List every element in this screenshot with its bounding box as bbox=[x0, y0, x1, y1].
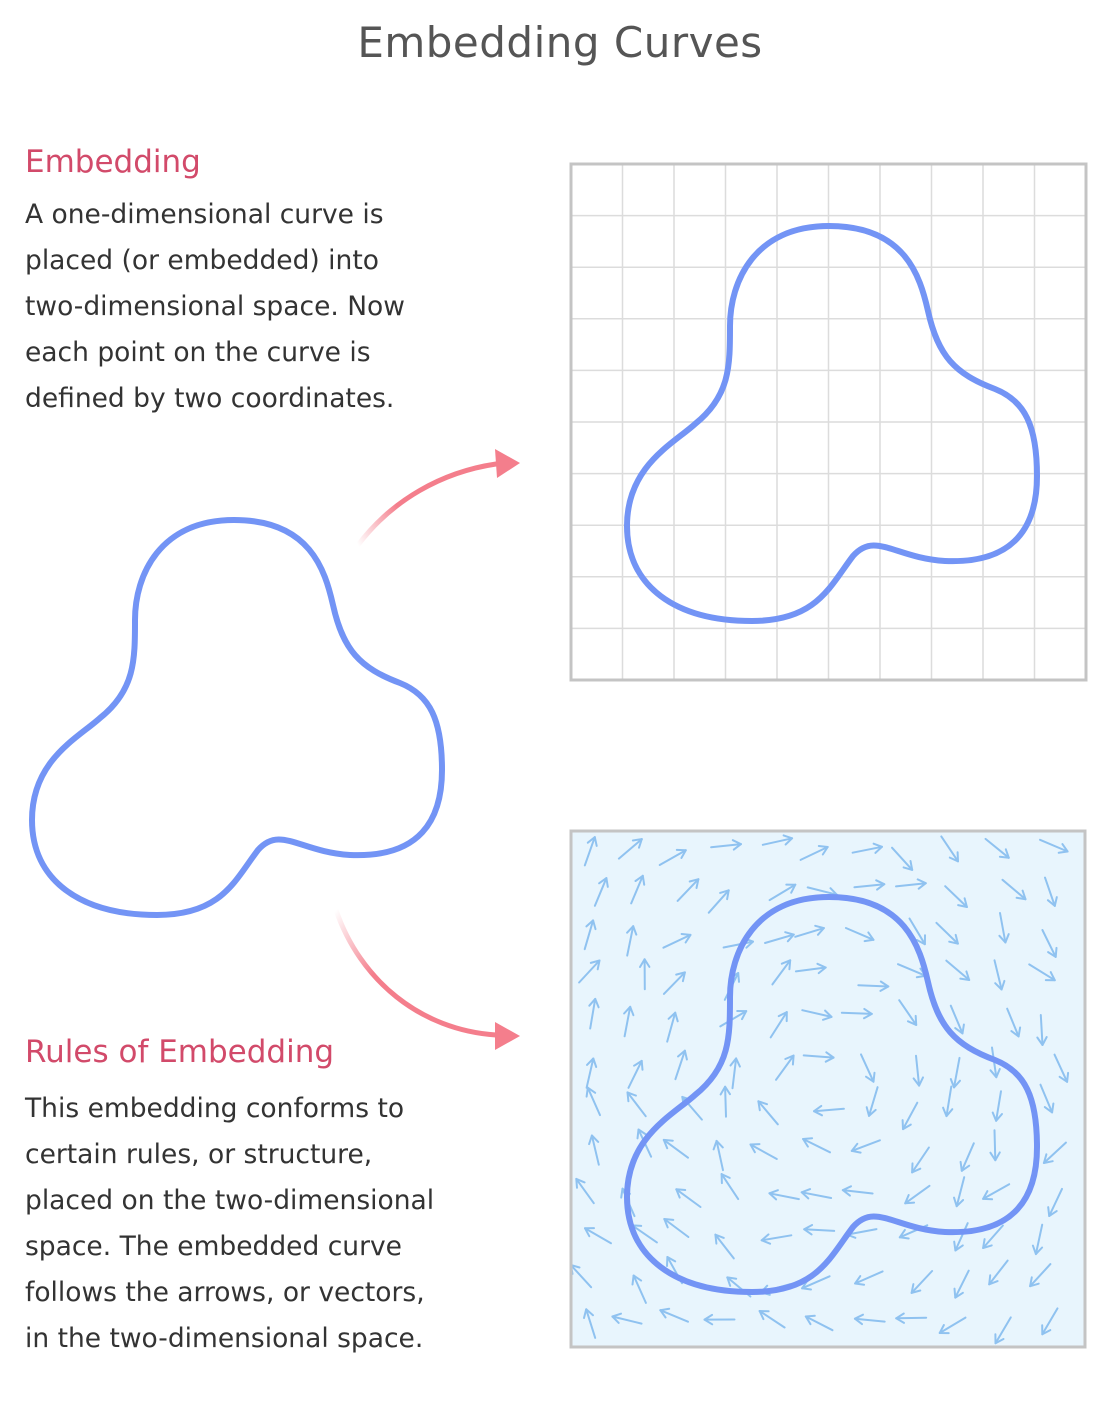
curve-path bbox=[32, 520, 442, 915]
page-title: Embedding Curves bbox=[357, 18, 763, 67]
standalone-curve bbox=[32, 520, 442, 915]
curved-arrow-icon bbox=[358, 449, 520, 545]
embedding-heading: Embedding bbox=[25, 144, 201, 180]
embedding-description: A one-dimensional curve is placed (or embedded) into two-dimensional space. Now each point on the curve is defined by two coordinates. bbox=[25, 199, 405, 414]
curved-arrow-icon bbox=[336, 910, 520, 1050]
grid-panel bbox=[571, 164, 1086, 680]
vector-field-panel bbox=[571, 831, 1085, 1347]
rules-heading: Rules of Embedding bbox=[25, 1034, 335, 1070]
rules-description: This embedding conforms to certain rules, or structure, placed on the two-dimensional space. The embedded curve follows the arrows, or vectors, in the two-dimensional space. bbox=[25, 1093, 435, 1354]
